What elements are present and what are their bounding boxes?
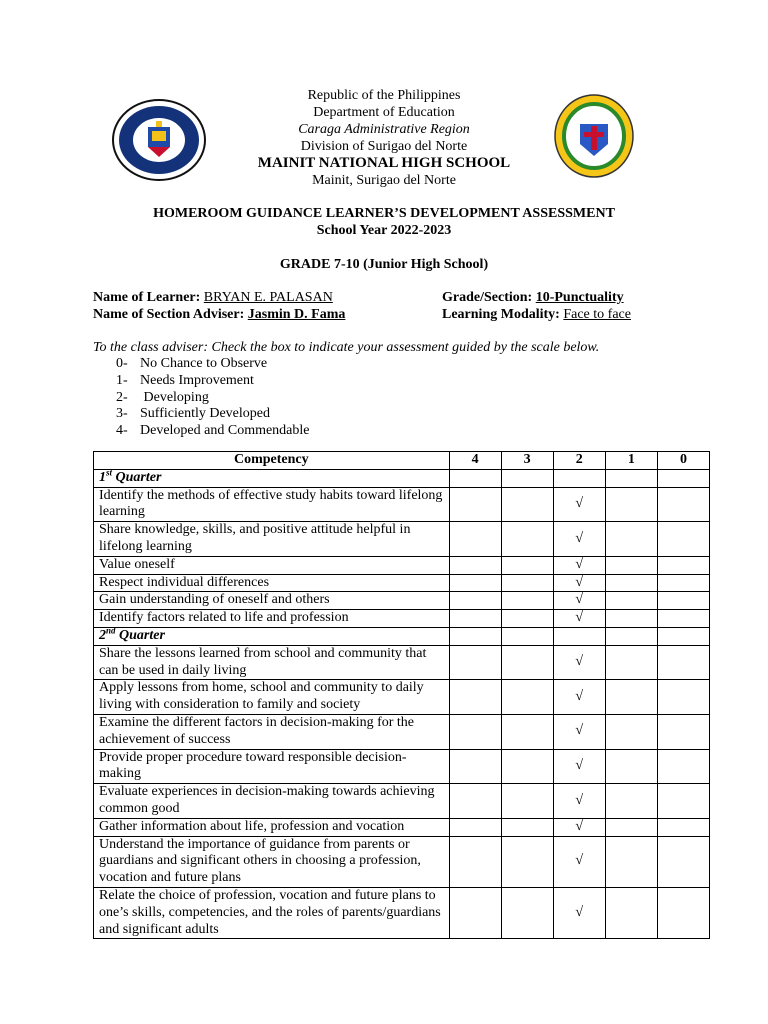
quarter-label: 2nd Quarter — [94, 627, 450, 645]
score-1-checkbox[interactable] — [605, 784, 657, 819]
score-2-checkbox[interactable]: √ — [553, 784, 605, 819]
score-3-checkbox[interactable] — [501, 680, 553, 715]
score-1-checkbox[interactable] — [605, 574, 657, 592]
score-2-checkbox[interactable]: √ — [553, 887, 605, 938]
score-2-checkbox[interactable]: √ — [553, 556, 605, 574]
score-3-checkbox[interactable] — [501, 610, 553, 628]
score-1-checkbox[interactable] — [605, 522, 657, 557]
score-0-checkbox[interactable] — [657, 556, 709, 574]
scale-item: 2- Developing — [116, 389, 209, 405]
score-4-checkbox[interactable] — [449, 749, 501, 784]
score-4-checkbox[interactable] — [449, 556, 501, 574]
scale-item: 1- Needs Improvement — [116, 372, 254, 388]
table-row — [94, 574, 710, 592]
header-score-3: 3 — [501, 452, 553, 470]
learner-label: Name of Learner: — [93, 290, 201, 305]
competency-cell: Gather information about life, profession and vocation — [94, 818, 450, 836]
country-line: Republic of the Philippines — [307, 88, 461, 103]
score-0-checkbox[interactable] — [657, 836, 709, 887]
score-1-checkbox[interactable] — [605, 887, 657, 938]
section-value: 10-Punctuality — [535, 290, 624, 305]
score-4-checkbox[interactable] — [449, 818, 501, 836]
score-3-checkbox[interactable] — [501, 487, 553, 522]
score-4-checkbox[interactable] — [449, 680, 501, 715]
score-1-checkbox[interactable] — [605, 592, 657, 610]
score-0-checkbox[interactable] — [657, 487, 709, 522]
section-field — [442, 289, 624, 306]
modality-value: Face to face — [563, 307, 631, 322]
score-2-checkbox[interactable]: √ — [553, 749, 605, 784]
school-address: Mainit, Surigao del Norte — [312, 173, 456, 188]
score-0-checkbox[interactable] — [657, 610, 709, 628]
score-2-checkbox[interactable]: √ — [553, 522, 605, 557]
score-4-checkbox[interactable] — [449, 645, 501, 680]
grade-level: GRADE 7-10 (Junior High School) — [279, 257, 489, 272]
competency-cell: Apply lessons from home, school and community to daily living with consideration to family and society — [94, 680, 450, 715]
empty-cell — [657, 469, 709, 487]
empty-cell — [605, 627, 657, 645]
adviser-value: Jasmin D. Fama — [247, 307, 346, 322]
table-header-row — [94, 452, 710, 470]
score-1-checkbox[interactable] — [605, 836, 657, 887]
modality-label: Learning Modality: — [442, 307, 560, 322]
competency-cell: Share the lessons learned from school and community that can be used in daily living — [94, 645, 450, 680]
table-row — [94, 680, 710, 715]
competency-cell: Relate the choice of profession, vocation and future plans to one’s skills, competencies, and the roles of parents/guardians and significant adults — [94, 887, 450, 938]
score-0-checkbox[interactable] — [657, 749, 709, 784]
score-4-checkbox[interactable] — [449, 574, 501, 592]
score-2-checkbox[interactable]: √ — [553, 574, 605, 592]
score-1-checkbox[interactable] — [605, 818, 657, 836]
table-row — [94, 522, 710, 557]
score-2-checkbox[interactable]: √ — [553, 680, 605, 715]
adviser-field — [93, 306, 345, 323]
score-4-checkbox[interactable] — [449, 784, 501, 819]
score-2-checkbox[interactable]: √ — [553, 645, 605, 680]
adviser-label: Name of Section Adviser: — [93, 307, 245, 322]
score-0-checkbox[interactable] — [657, 645, 709, 680]
competency-cell: Share knowledge, skills, and positive attitude helpful in lifelong learning — [94, 522, 450, 557]
competency-cell: Understand the importance of guidance from parents or guardians and significant others in choosing a profession, vocation and future plans — [94, 836, 450, 887]
score-3-checkbox[interactable] — [501, 818, 553, 836]
score-4-checkbox[interactable] — [449, 592, 501, 610]
score-2-checkbox[interactable]: √ — [553, 818, 605, 836]
score-3-checkbox[interactable] — [501, 592, 553, 610]
empty-cell — [553, 469, 605, 487]
department-line: Department of Education — [313, 105, 455, 120]
score-1-checkbox[interactable] — [605, 487, 657, 522]
empty-cell — [657, 627, 709, 645]
score-3-checkbox[interactable] — [501, 522, 553, 557]
region-line: Caraga Administrative Region — [298, 122, 470, 137]
table-row — [94, 818, 710, 836]
table-row — [94, 714, 710, 749]
scale-item: 3- Sufficiently Developed — [116, 406, 270, 422]
quarter-label: 1st Quarter — [94, 469, 450, 487]
score-3-checkbox[interactable] — [501, 556, 553, 574]
competency-cell: Respect individual differences — [94, 574, 450, 592]
score-2-checkbox[interactable]: √ — [553, 487, 605, 522]
header-score-0: 0 — [657, 452, 709, 470]
empty-cell — [553, 627, 605, 645]
deped-seal-logo — [112, 99, 206, 181]
score-0-checkbox[interactable] — [657, 522, 709, 557]
table-row — [94, 784, 710, 819]
score-3-checkbox[interactable] — [501, 714, 553, 749]
header-competency: Competency — [94, 452, 450, 470]
header-score-4: 4 — [449, 452, 501, 470]
school-name: MAINIT NATIONAL HIGH SCHOOL — [257, 155, 511, 171]
learner-field — [93, 289, 333, 306]
header-score-2: 2 — [553, 452, 605, 470]
score-1-checkbox[interactable] — [605, 714, 657, 749]
score-4-checkbox[interactable] — [449, 610, 501, 628]
division-line: Division of Surigao del Norte — [300, 139, 468, 154]
score-0-checkbox[interactable] — [657, 574, 709, 592]
score-1-checkbox[interactable] — [605, 610, 657, 628]
document-title: HOMEROOM GUIDANCE LEARNER’S DEVELOPMENT ASSESSMENT — [153, 206, 615, 221]
table-row — [94, 836, 710, 887]
table-row — [94, 749, 710, 784]
section-label: Grade/Section: — [442, 290, 533, 305]
score-1-checkbox[interactable] — [605, 749, 657, 784]
score-4-checkbox[interactable] — [449, 487, 501, 522]
instruction-text: To the class adviser: Check the box to indicate your assessment guided by the scale below. — [93, 340, 600, 355]
empty-cell — [449, 627, 501, 645]
score-3-checkbox[interactable] — [501, 749, 553, 784]
competency-cell: Identify the methods of effective study habits toward lifelong learning — [94, 487, 450, 522]
assessment-table — [93, 451, 710, 939]
score-2-checkbox[interactable]: √ — [553, 610, 605, 628]
table-row — [94, 887, 710, 938]
learner-value: BRYAN E. PALASAN — [203, 290, 333, 305]
competency-cell: Examine the different factors in decision-making for the achievement of success — [94, 714, 450, 749]
table-row — [94, 592, 710, 610]
score-1-checkbox[interactable] — [605, 556, 657, 574]
competency-cell: Value oneself — [94, 556, 450, 574]
score-4-checkbox[interactable] — [449, 714, 501, 749]
score-4-checkbox[interactable] — [449, 522, 501, 557]
score-0-checkbox[interactable] — [657, 818, 709, 836]
score-2-checkbox[interactable]: √ — [553, 592, 605, 610]
scale-item: 0- No Chance to Observe — [116, 356, 268, 371]
score-2-checkbox[interactable]: √ — [553, 836, 605, 887]
score-2-checkbox[interactable]: √ — [553, 714, 605, 749]
quarter-row — [94, 627, 710, 645]
score-0-checkbox[interactable] — [657, 887, 709, 938]
score-4-checkbox[interactable] — [449, 836, 501, 887]
competency-cell: Gain understanding of oneself and others — [94, 592, 450, 610]
competency-cell: Identify factors related to life and profession — [94, 610, 450, 628]
table-row — [94, 610, 710, 628]
empty-cell — [501, 469, 553, 487]
score-4-checkbox[interactable] — [449, 887, 501, 938]
score-1-checkbox[interactable] — [605, 645, 657, 680]
quarter-row — [94, 469, 710, 487]
score-1-checkbox[interactable] — [605, 680, 657, 715]
score-3-checkbox[interactable] — [501, 574, 553, 592]
score-3-checkbox[interactable] — [501, 836, 553, 887]
score-3-checkbox[interactable] — [501, 645, 553, 680]
score-0-checkbox[interactable] — [657, 680, 709, 715]
rating-scale — [116, 356, 310, 440]
letterhead — [200, 87, 568, 189]
empty-cell — [449, 469, 501, 487]
table-row — [94, 487, 710, 522]
empty-cell — [501, 627, 553, 645]
score-0-checkbox[interactable] — [657, 784, 709, 819]
score-3-checkbox[interactable] — [501, 887, 553, 938]
score-0-checkbox[interactable] — [657, 592, 709, 610]
empty-cell — [605, 469, 657, 487]
table-row — [94, 556, 710, 574]
scale-item: 4- Developed and Commendable — [116, 423, 310, 439]
modality-field — [442, 306, 631, 323]
competency-cell: Provide proper procedure toward responsible decision-making — [94, 749, 450, 784]
score-0-checkbox[interactable] — [657, 714, 709, 749]
header-score-1: 1 — [605, 452, 657, 470]
school-year: School Year 2022-2023 — [316, 223, 452, 238]
competency-cell: Evaluate experiences in decision-making towards achieving common good — [94, 784, 450, 819]
score-3-checkbox[interactable] — [501, 784, 553, 819]
table-row — [94, 645, 710, 680]
